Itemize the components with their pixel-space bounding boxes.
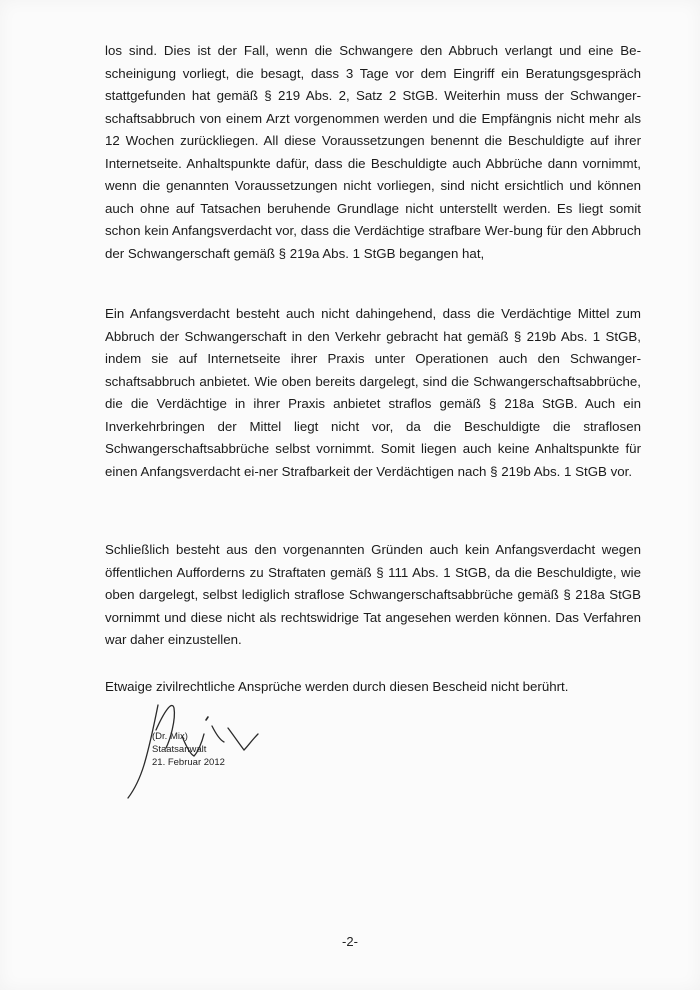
paragraph-1-text: los sind. Dies ist der Fall, wenn die Schwangere den Abbruch verlangt und eine Be-scheinigung vorliegt, die besagt, dass 3 Tage vor dem Eingriff ein Beratungsgespräch stattgefunden hat gemäß § 219 Abs. 2, Satz 2 StGB. Weiterhin muss der Schwanger-schaftsabbruch von einem Arzt vorgenommen werden und die Empfängnis nicht mehr als 12 Wochen zurückliegen. All diese Voraussetzungen benennt die Beschuldigte auf ihrer Internetseite. Anhaltspunkte dafür, dass die Beschuldigte auch Abbrüche dann vornimmt, wenn die genannten Voraussetzungen nicht vorliegen, sind nicht ersichtlich und können auch ohne auf Tatsachen beruhende Grundlage nicht unterstellt werden. Es liegt somit schon kein Anfangsverdacht vor, dass die Verdächtige strafbare Wer-bung für den Abbruch der Schwangerschaft gemäß § 219a Abs. 1 StGB begangen hat, [105, 43, 641, 261]
paragraph-2-text: Ein Anfangsverdacht besteht auch nicht dahingehend, dass die Verdächtige Mittel zum Abbruch der Schwangerschaft in den Verkehr gebracht hat gemäß § 219b Abs. 1 StGB, indem sie auf Internetseite ihrer Praxis unter Operationen auch den Schwanger-schaftsabbruch anbietet. Wie oben bereits dargelegt, sind die Schwangerschaftsabbrüche, die die Verdächtige in ihrer Praxis anbietet straflos gemäß § 218a StGB. Auch ein Inverkehrbringen der Mittel liegt nicht vor, da die Beschuldigte die straflosen Schwangerschaftsabbrüche selbst vornimmt. Somit liegen auch keine Anhaltspunkte für einen Anfangsverdacht ei-ner Strafbarkeit der Verdächtigen nach § 219b Abs. 1 StGB vor. [105, 306, 641, 479]
paragraph-3 [105, 539, 641, 652]
signer-title: Staatsanwalt [152, 744, 207, 755]
signature-date: 21. Februar 2012 [152, 757, 225, 768]
paragraph-3-text: Schließlich besteht aus den vorgenannten Gründen auch kein Anfangsverdacht wegen öffentlichen Aufforderns zu Straftaten gemäß § 111 Abs. 1 StGB, da die Beschuldigte, wie oben dargelegt, selbst lediglich straflose Schwangerschaftsabbrüche gemäß § 218a StGB vornimmt und diese nicht als rechtswidrige Tat angesehen werden können. Das Verfahren war daher einzustellen. [105, 542, 641, 647]
signature-block [152, 730, 225, 769]
paragraph-4-text: Etwaige zivilrechtliche Ansprüche werden durch diesen Bescheid nicht berührt. [105, 679, 569, 694]
paragraph-2 [105, 303, 641, 483]
page-number: -2- [342, 934, 358, 949]
signer-name: (Dr. Mix) [152, 731, 188, 742]
paragraph-1 [105, 40, 641, 265]
